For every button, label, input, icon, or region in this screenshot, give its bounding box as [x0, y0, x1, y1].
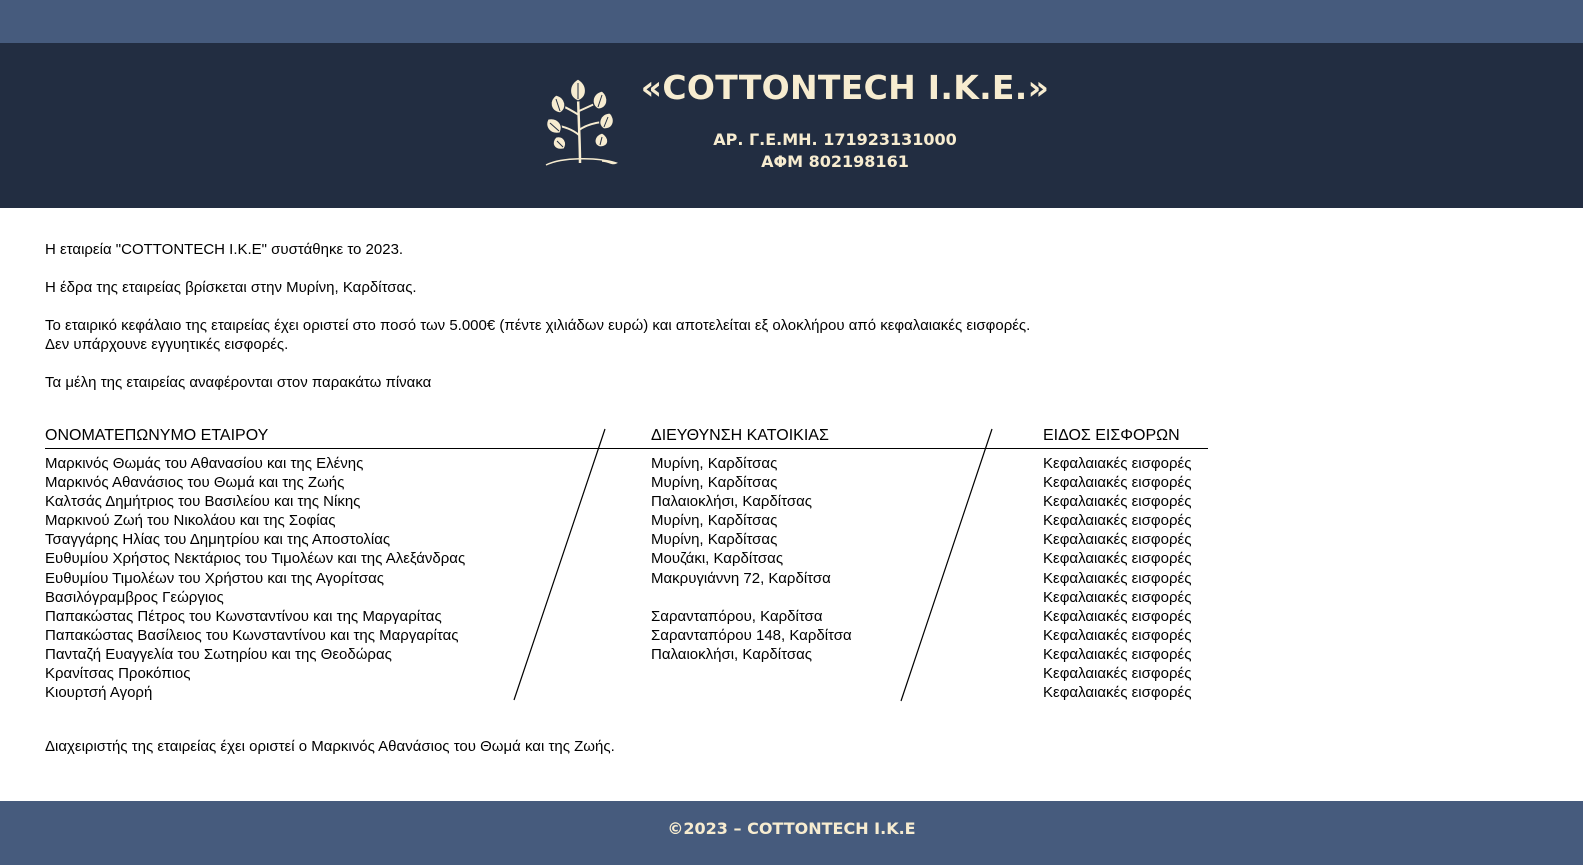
seat-paragraph: Η έδρα της εταιρείας βρίσκεται στην Μυρίνη, Καρδίτσας.: [45, 279, 417, 296]
member-name: Κιουρτσή Αγορή: [45, 684, 153, 702]
member-address: Μυρίνη, Καρδίτσας: [651, 474, 778, 492]
member-address: [651, 664, 852, 683]
header-contribution: ΕΙΔΟΣ ΕΙΣΦΟΡΩΝ: [1043, 427, 1180, 444]
member-contribution: Κεφαλαιακές εισφορές: [1043, 588, 1192, 606]
column-divider-right: [901, 429, 992, 701]
member-name: Κρανίτσας Προκόπιος: [45, 665, 191, 683]
addresses-column: [651, 454, 852, 702]
member-contribution: Κεφαλαιακές εισφορές: [1043, 455, 1192, 472]
member-name: Ευθυμίου Χρήστος Νεκτάριος του Τιμολέων και της Αλεξάνδρας: [45, 550, 466, 568]
footer-copyright: ©2023 – COTTONTECH I.K.E: [667, 819, 916, 838]
member-contribution: Κεφαλαιακές εισφορές: [1043, 645, 1192, 663]
member-name: Παπακώστας Πέτρος του Κωνσταντίνου και της Μαργαρίτας: [45, 607, 442, 625]
member-address: [651, 683, 852, 702]
guarantee-paragraph: Δεν υπάρχουνε εγγυητικές εισφορές.: [45, 336, 289, 353]
member-address: Μακρυγιάννη 72, Καρδίτσα: [651, 569, 831, 587]
member-contribution: Κεφαλαιακές εισφορές: [1043, 607, 1192, 625]
column-divider-left: [514, 429, 605, 700]
member-name: Μαρκινός Αθανάσιος του Θωμά και της Ζωής: [45, 474, 345, 492]
member-contribution: Κεφαλαιακές εισφορές: [1043, 626, 1192, 644]
header-name: ΟΝΟΜΑΤΕΠΩΝΥΜΟ ΕΤΑΙΡΟΥ: [45, 427, 269, 444]
member-contribution: Κεφαλαιακές εισφορές: [1043, 531, 1192, 549]
table-header-divider: [45, 448, 1208, 449]
member-address: Μυρίνη, Καρδίτσας: [651, 531, 778, 549]
gemi-number: ΑΡ. Γ.Ε.ΜΗ. 171923131000: [713, 130, 957, 149]
member-contribution: Κεφαλαιακές εισφορές: [1043, 569, 1192, 587]
member-contribution: Κεφαλαιακές εισφορές: [1043, 550, 1192, 568]
members-intro: Τα μέλη της εταιρείας αναφέρονται στον παρακάτω πίνακα: [45, 374, 432, 391]
member-address: Σαρανταπόρου 148, Καρδίτσα: [651, 626, 852, 644]
member-contribution: Κεφαλαιακές εισφορές: [1043, 493, 1192, 511]
member-address: Παλαιοκλήσι, Καρδίτσας: [651, 493, 812, 511]
member-name: Πανταζή Ευαγγελία του Σωτηρίου και της Θεοδώρας: [45, 645, 392, 663]
founding-paragraph: Η εταιρεία "COTTONTECH I.K.E" συστάθηκε το 2023.: [45, 241, 404, 258]
header-address: ΔΙΕΥΘΥΝΣΗ ΚΑΤΟΙΚΙΑΣ: [651, 427, 829, 444]
member-contribution: Κεφαλαιακές εισφορές: [1043, 474, 1192, 492]
member-name: Παπακώστας Βασίλειος του Κωνσταντίνου και της Μαργαρίτας: [45, 626, 459, 644]
member-name: Μαρκινός Θωμάς του Αθανασίου και της Ελένης: [45, 455, 364, 472]
member-name: Τσαγγάρης Ηλίας του Δημητρίου και της Αποστολίας: [45, 531, 391, 549]
member-address: Μουζάκι, Καρδίτσας: [651, 550, 784, 568]
names-column: [45, 454, 465, 702]
administrator-paragraph: Διαχειριστής της εταιρείας έχει οριστεί ο Μαρκινός Αθανάσιος του Θωμά και της Ζωής.: [45, 738, 615, 755]
company-title: «COTTONTECH I.K.E.»: [640, 68, 1050, 107]
member-name: Ευθυμίου Τιμολέων του Χρήστου και της Αγορίτσας: [45, 569, 385, 587]
member-address: Παλαιοκλήσι, Καρδίτσας: [651, 645, 812, 663]
capital-paragraph: Το εταιρικό κεφάλαιο της εταιρείας έχει οριστεί στο ποσό των 5.000€ (πέντε χιλιάδων ευρώ) και αποτελείται εξ ολοκλήρου από κεφαλαιακές εισφορές.: [45, 317, 1031, 334]
contributions-column: [1043, 454, 1191, 702]
member-address: [651, 588, 852, 607]
member-contribution: Κεφαλαιακές εισφορές: [1043, 684, 1192, 702]
member-name: Βασιλόγραμβρος Γεώργιος: [45, 588, 224, 606]
member-address: Μυρίνη, Καρδίτσας: [651, 512, 778, 530]
member-contribution: Κεφαλαιακές εισφορές: [1043, 512, 1192, 530]
member-name: Καλτσάς Δημήτριος του Βασιλείου και της Νίκης: [45, 493, 361, 511]
member-address: Σαρανταπόρου, Καρδίτσα: [651, 607, 823, 625]
member-name: Μαρκινού Ζωή του Νικολάου και της Σοφίας: [45, 512, 336, 530]
member-address: Μυρίνη, Καρδίτσας: [651, 455, 778, 472]
afm-number: ΑΦΜ 802198161: [761, 152, 909, 171]
member-contribution: Κεφαλαιακές εισφορές: [1043, 665, 1192, 683]
top-bar: [0, 0, 1583, 43]
